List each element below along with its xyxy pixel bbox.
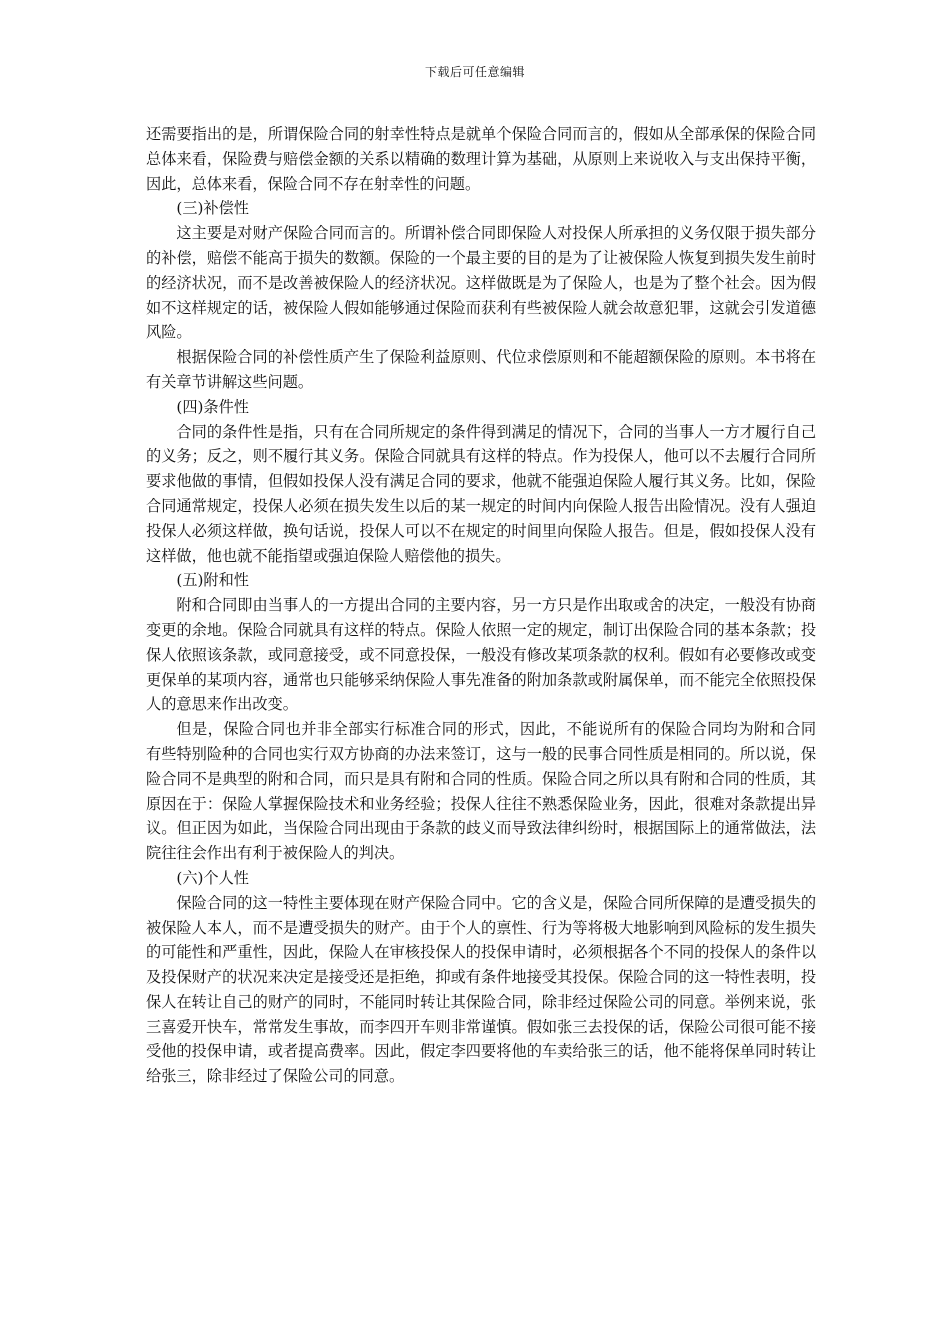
paragraph: 还需要指出的是，所谓保险合同的射幸性特点是就单个保险合同而言的，假如从全部承保的保险合同总体来看，保险费与赔偿金额的关系以精确的数理计算为基础，从原则上来说收入与支出保持平衡，因此，总体来看，保险合同不存在射幸性的问题。 bbox=[146, 125, 816, 193]
section-heading: (四)条件性 bbox=[176, 397, 249, 416]
paragraph: 根据保险合同的补偿性质产生了保险利益原则、代位求偿原则和不能超额保险的原则。本书将在有关章节讲解这些问题。 bbox=[146, 348, 816, 391]
paragraph: 但是，保险合同也并非全部实行标准合同的形式，因此，不能说所有的保险合同均为附和合同 有些特别险种的合同也实行双方协商的办法来签订，这与一般的民事合同性质是相同的。所以说，保险合同不是典型的附和合同，而只是具有附和合同的性质。保险合同之所以具有附和合同的性质，其原因在于：保险人掌握保险技术和业务经验；投保人往往不熟悉保险业务，因此，很难对条款提出异议。但正因为如此，当保险合同出现由于条款的歧义而导致法律纠纷时，根据国际上的通常做法，法院往往会作出有利于被保险人的判决。 bbox=[146, 720, 832, 863]
paragraph: 合同的条件性是指，只有在合同所规定的条件得到满足的情况下，合同的当事人一方才履行自己的义务；反之，则不履行其义务。保险合同就具有这样的特点。作为投保人，他可以不去履行合同所要求他做的事情，但假如投保人没有满足合同的要求，他就不能强迫保险人履行其义务。比如，保险合同通常规定，投保人必须在损失发生以后的某一规定的时间内向保险人报告出险情况。没有人强迫投保人必须这样做，换句话说，投保人可以不在规定的时间里向保险人报告。但是，假如投保人没有这样做，他也就不能指望或强迫保险人赔偿他的损失。 bbox=[146, 422, 816, 565]
page-header: 下载后可任意编辑 bbox=[424, 65, 525, 79]
paragraph: 保险合同的这一特性主要体现在财产保险合同中。它的含义是，保险合同所保障的是遭受损失的被保险人本人，而不是遭受损失的财产。由于个人的禀性、行为等将极大地影响到风险标的发生损失的可能性和严重性，因此，保险人在审核投保人的投保申请时，必须根据各个不同的投保人的条件以及投保财产的状况来决定是接受还是拒绝，抑或有条件地接受其投保。保险合同的这一特性表明，投保人在转让自己的财产的同时，不能同时转让其保险合同，除非经过保险公司的同意。举例来说，张三喜爱开快车，常常发生事故，而李四开车则非常谨慎。假如张三去投保的话，保险公司很可能不接受他的投保申请，或者提高费率。因此，假定李四要将他的车卖给张三的话，他不能将保单同时转让给张三，除非经过了保险公司的同意。 bbox=[146, 893, 816, 1086]
document-body bbox=[146, 122, 832, 1089]
paragraph: 附和合同即由当事人的一方提出合同的主要内容，另一方只是作出取或舍的决定，一般没有协商变更的余地。保险合同就具有这样的特点。保险人依照一定的规定，制订出保险合同的基本条款；投保人依照该条款，或同意接受，或不同意投保，一般没有修改某项条款的权利。假如有必要修改或变更保单的某项内容，通常也只能够采纳保险人事先准备的附加条款或附属保单，而不能完全依照投保人的意思来作出改变。 bbox=[146, 596, 816, 714]
section-heading: (六)个人性 bbox=[176, 868, 249, 887]
paragraph: 这主要是对财产保险合同而言的。所谓补偿合同即保险人对投保人所承担的义务仅限于损失部分的补偿，赔偿不能高于损失的数额。保险的一个最主要的目的是为了让被保险人恢复到损失发生前时的经济状况，而不是改善被保险人的经济状况。这样做既是为了保险人，也是为了整个社会。因为假如不这样规定的话，被保险人假如能够通过保险而获利有些被保险人就会故意犯罪，这就会引发道德风险。 bbox=[146, 224, 816, 342]
section-heading: (五)附和性 bbox=[176, 571, 249, 590]
section-heading: (三)补偿性 bbox=[176, 199, 249, 218]
